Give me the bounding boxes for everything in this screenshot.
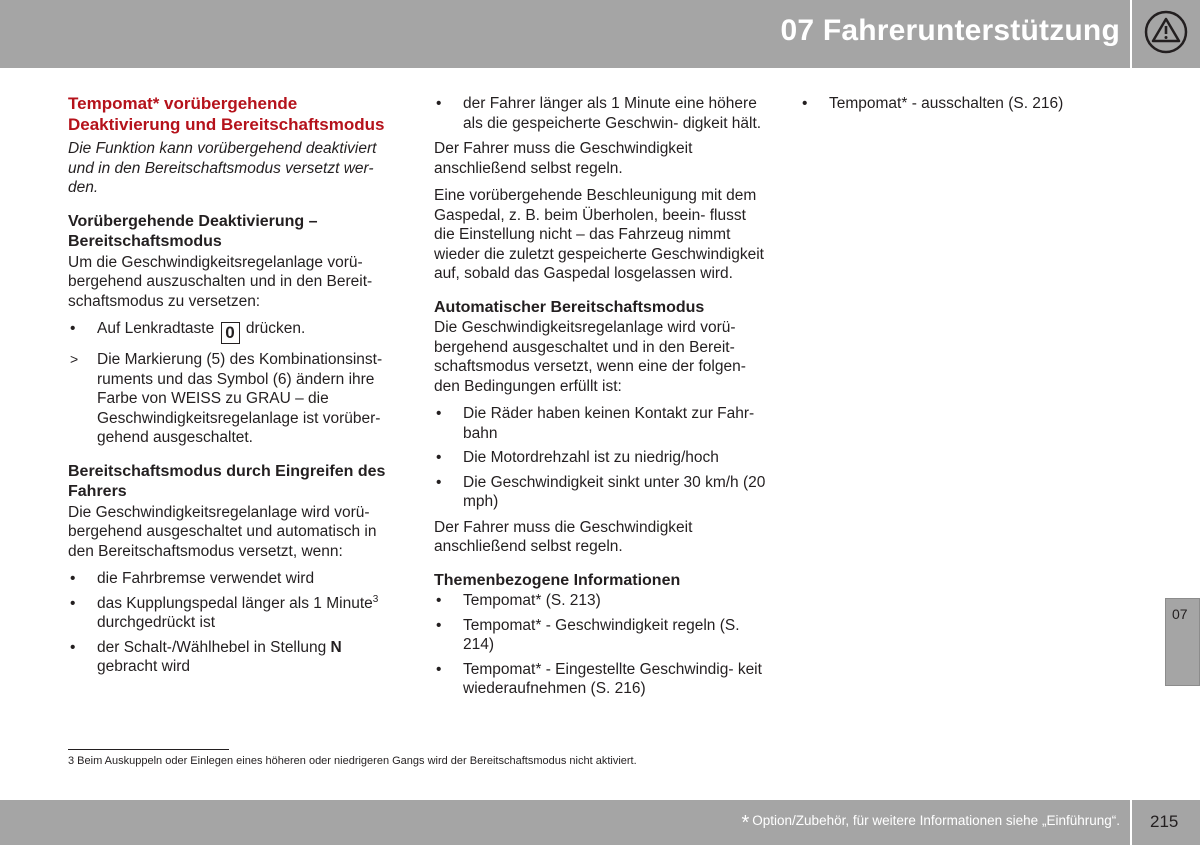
result-item: > Die Markierung (5) des Kombinationsinst- ruments und das Symbol (6) ändern ihre Farbe von WEISS zu GRAU – die Geschwindigkeitsregelanlage ist vorüber- gehend ausgeschaltet. — [70, 351, 383, 446]
footnote-divider — [68, 749, 229, 750]
list-item: • Die Motordrehzahl ist zu niedrig/hoch — [436, 449, 719, 466]
result-marker: > — [70, 351, 79, 367]
subheading-related-info: Themenbezogene Informationen — [434, 571, 681, 589]
list-item: • das Kupplungspedal länger als 1 Minute$^3$ durchgedrückt ist — [70, 593, 379, 631]
subheading-automatic-standby: Automatischer Bereitschaftsmodus — [434, 298, 705, 316]
bullet-marker: • — [436, 616, 442, 634]
paragraph: Die Geschwindigkeitsregelanlage wird vorü- bergehend ausgeschaltet und automatisch in den Bereitschaftsmodus versetzt, wenn: — [68, 503, 377, 560]
list-item: • Die Räder haben keinen Kontakt zur Fahr- bahn — [436, 405, 755, 442]
bullet-list — [68, 569, 398, 677]
bullet-marker: • — [70, 594, 76, 612]
bullet-marker: • — [70, 320, 76, 337]
footer-note: * Option/Zubehör, für weitere Informationen siehe „Einführung“. — [741, 812, 1120, 834]
related-link[interactable]: • Tempomat* - Geschwindigkeit regeln (S. 214) — [436, 616, 740, 653]
related-links — [800, 94, 1130, 114]
list-item: • die Fahrbremse verwendet wird — [70, 570, 315, 587]
subheading-driver-intervention: Bereitschaftsmodus durch Eingreifen des Fahrers — [68, 462, 386, 500]
chapter-title: 07 Fahrerunterstützung — [780, 14, 1120, 47]
condition-list — [434, 404, 769, 512]
page-number-box — [1132, 800, 1200, 845]
paragraph: Der Fahrer muss die Geschwindigkeit anschließend selbst regeln. — [434, 140, 693, 177]
section-intro: Die Funktion kann vorübergehend deaktiviert und in den Bereitschaftsmodus versetzt wer- den. — [68, 140, 377, 196]
related-link[interactable]: • Tempomat* (S. 213) — [436, 592, 601, 609]
list-item: • der Fahrer länger als 1 Minute eine höhere als die gespeicherte Geschwin- digkeit hält. — [436, 95, 762, 132]
column-1 — [68, 94, 398, 683]
paragraph: Um die Geschwindigkeitsregelanlage vorü- bergehend auszuschalten und in den Bereit- schaftsmodus zu versetzen: — [68, 253, 373, 310]
column-2 — [434, 94, 769, 705]
paragraph: Der Fahrer muss die Geschwindigkeit anschließend selbst regeln. — [434, 518, 693, 555]
warning-triangle-icon — [1144, 10, 1188, 54]
step-item: • Auf Lenkradtaste 0 drücken. — [70, 320, 306, 342]
bullet-marker: • — [70, 570, 76, 587]
side-tab-label: 07 — [1172, 606, 1188, 622]
related-link[interactable]: • Tempomat* - Eingestellte Geschwindig- keit wiederaufnehmen (S. 216) — [436, 660, 762, 697]
bullet-marker: • — [436, 95, 442, 112]
bullet-marker: • — [70, 638, 76, 656]
list-item: • Die Geschwindigkeit sinkt unter 30 km/h (20 mph) — [436, 473, 766, 510]
bullet-marker: • — [436, 449, 442, 466]
page-number: 215 — [1150, 812, 1179, 831]
steering-key-0-icon: 0 — [221, 322, 240, 344]
related-link[interactable]: • Tempomat* - ausschalten (S. 216) — [802, 95, 1064, 112]
list-item: • der Schalt-/Wählhebel in Stellung N gebracht wird — [70, 638, 342, 675]
bullet-marker: • — [436, 473, 442, 491]
section-heading: Tempomat* vorübergehende Deaktivierung und Bereitschaftsmodus — [68, 94, 385, 134]
bullet-marker: • — [436, 405, 442, 422]
footnote-ref: 3 — [372, 593, 379, 605]
option-star: * — [741, 812, 750, 834]
paragraph: Die Geschwindigkeitsregelanlage wird vorü- bergehend ausgeschaltet und in den Bereit- schaftsmodus versetzt, wenn eine der folgen- den Bedingungen erfüllt ist: — [434, 319, 746, 395]
paragraph: Eine vorübergehende Beschleunigung mit dem Gaspedal, z. B. beim Überholen, beein- flusst die Einstellung nicht – das Fahrzeug nimmt wieder die zuletzt gespeicherte Geschwindigkeit auf, sobald das Gaspedal losgelassen wird. — [434, 187, 764, 282]
bullet-marker: • — [436, 592, 442, 609]
footnote: 3 Beim Auskuppeln oder Einlegen eines höheren oder niedrigeren Gangs wird der Bereitschaftsmodus nicht aktiviert. — [68, 755, 637, 767]
column-3 — [800, 94, 1130, 120]
bullet-list — [434, 94, 769, 133]
chapter-side-tab — [1165, 598, 1200, 686]
subheading-temporary-deactivation: Vorübergehende Deaktivierung – Bereitschaftsmodus — [68, 212, 318, 250]
bullet-marker: • — [436, 660, 442, 678]
step-list — [68, 319, 398, 344]
bullet-marker: • — [802, 95, 808, 112]
warning-box — [1132, 0, 1200, 68]
result-list — [68, 350, 398, 448]
related-links — [434, 591, 769, 699]
